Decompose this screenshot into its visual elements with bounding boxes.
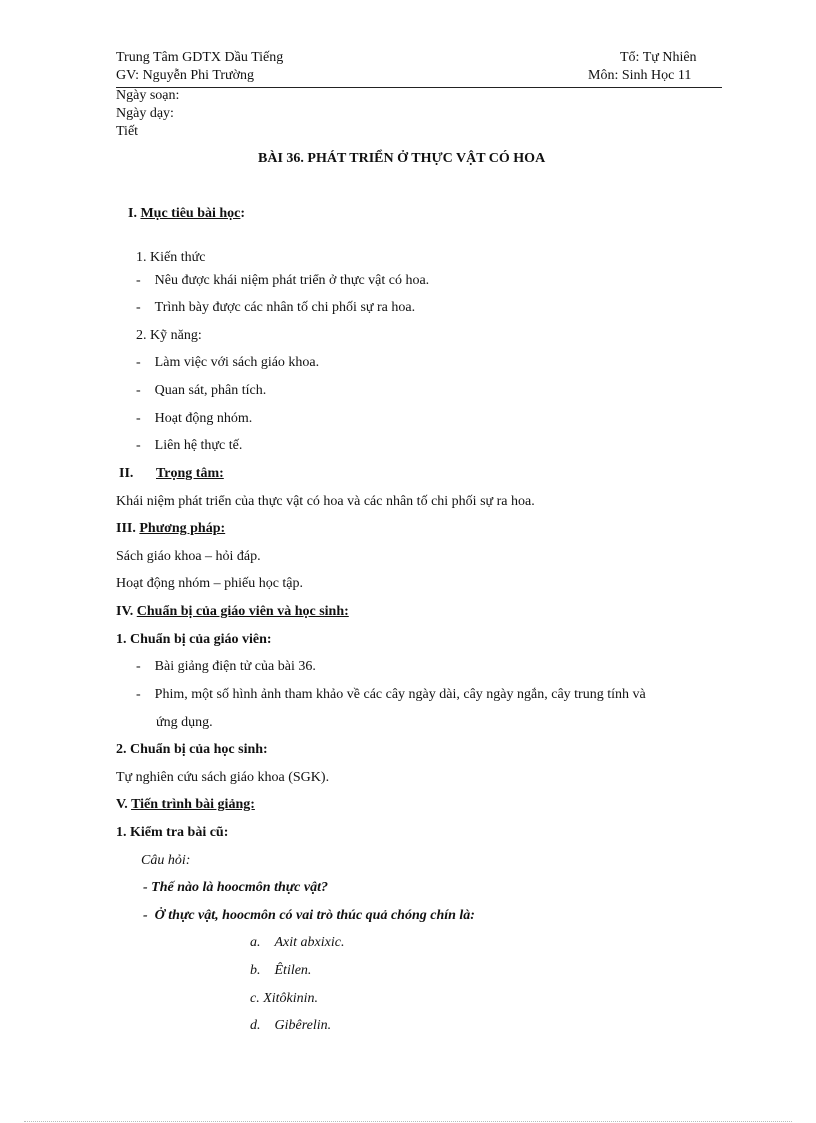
subject-label: Môn: Sinh Học 11: [588, 68, 692, 83]
skills-subheading: 2. Kỹ năng:: [136, 328, 202, 343]
question-item: - Thế nào là hoocmôn thực vật?: [143, 880, 328, 895]
prep-date-label: Ngày soạn:: [116, 88, 180, 103]
list-item: - Quan sát, phân tích.: [136, 383, 267, 398]
period-label: Tiết: [116, 124, 139, 139]
section5-heading: V. Tiến trình bài giảng:: [116, 797, 255, 812]
review-subheading: 1. Kiểm tra bài cũ:: [116, 825, 229, 840]
list-item: - Làm việc với sách giáo khoa.: [136, 355, 320, 370]
student-prep-subheading: 2. Chuẩn bị của học sinh:: [116, 742, 268, 757]
method-line: Hoạt động nhóm – phiếu học tập.: [116, 576, 304, 591]
list-item: - Hoạt động nhóm.: [136, 411, 253, 426]
section1-heading: I. Mục tiêu bài học:: [128, 206, 246, 221]
list-item: - Trình bày được các nhân tố chi phối sự ra hoa.: [136, 300, 416, 315]
answer-option: c. Xitôkinin.: [250, 991, 319, 1006]
answer-option: d. Gibêrelin.: [250, 1018, 332, 1033]
method-line: Sách giáo khoa – hỏi đáp.: [116, 549, 261, 564]
section2-number: II.: [119, 466, 134, 481]
list-item: - Phim, một số hình ảnh tham khảo về các cây ngày dài, cây ngày ngắn, cây trung tính và: [136, 687, 646, 702]
teach-date-label: Ngày dạy:: [116, 106, 174, 121]
question-item: - Ở thực vật, hoocmôn có vai trò thúc quả chóng chín là:: [143, 908, 475, 923]
section2-text: Khái niệm phát triển của thực vật có hoa và các nhân tố chi phối sự ra hoa.: [116, 494, 535, 509]
teacher-name: GV: Nguyễn Phi Trường: [116, 68, 255, 83]
student-prep-text: Tự nghiên cứu sách giáo khoa (SGK).: [116, 770, 330, 785]
list-item: - Bài giảng điện tử của bài 36.: [136, 659, 316, 674]
header-divider: [116, 87, 722, 88]
list-item-continuation: ứng dụng.: [156, 715, 213, 730]
teacher-prep-subheading: 1. Chuẩn bị của giáo viên:: [116, 632, 272, 647]
list-item: - Liên hệ thực tế.: [136, 438, 243, 453]
answer-option: a. Axit abxixic.: [250, 935, 345, 950]
department-label: Tổ: Tự Nhiên: [620, 50, 697, 65]
knowledge-subheading: 1. Kiến thức: [136, 250, 206, 265]
section2-heading: Trọng tâm:: [156, 466, 224, 481]
section3-heading: III. Phương pháp:: [116, 521, 226, 536]
list-item: - Nêu được khái niệm phát triển ở thực vật có hoa.: [136, 273, 430, 288]
section4-heading: IV. Chuẩn bị của giáo viên và học sinh:: [116, 604, 349, 619]
school-name: Trung Tâm GDTX Dầu Tiếng: [116, 50, 284, 65]
lesson-title: BÀI 36. PHÁT TRIỂN Ở THỰC VẬT CÓ HOA: [258, 151, 546, 166]
page-bottom-border: [24, 1121, 792, 1122]
answer-option: b. Êtilen.: [250, 963, 312, 978]
question-label: Câu hỏi:: [141, 853, 191, 868]
